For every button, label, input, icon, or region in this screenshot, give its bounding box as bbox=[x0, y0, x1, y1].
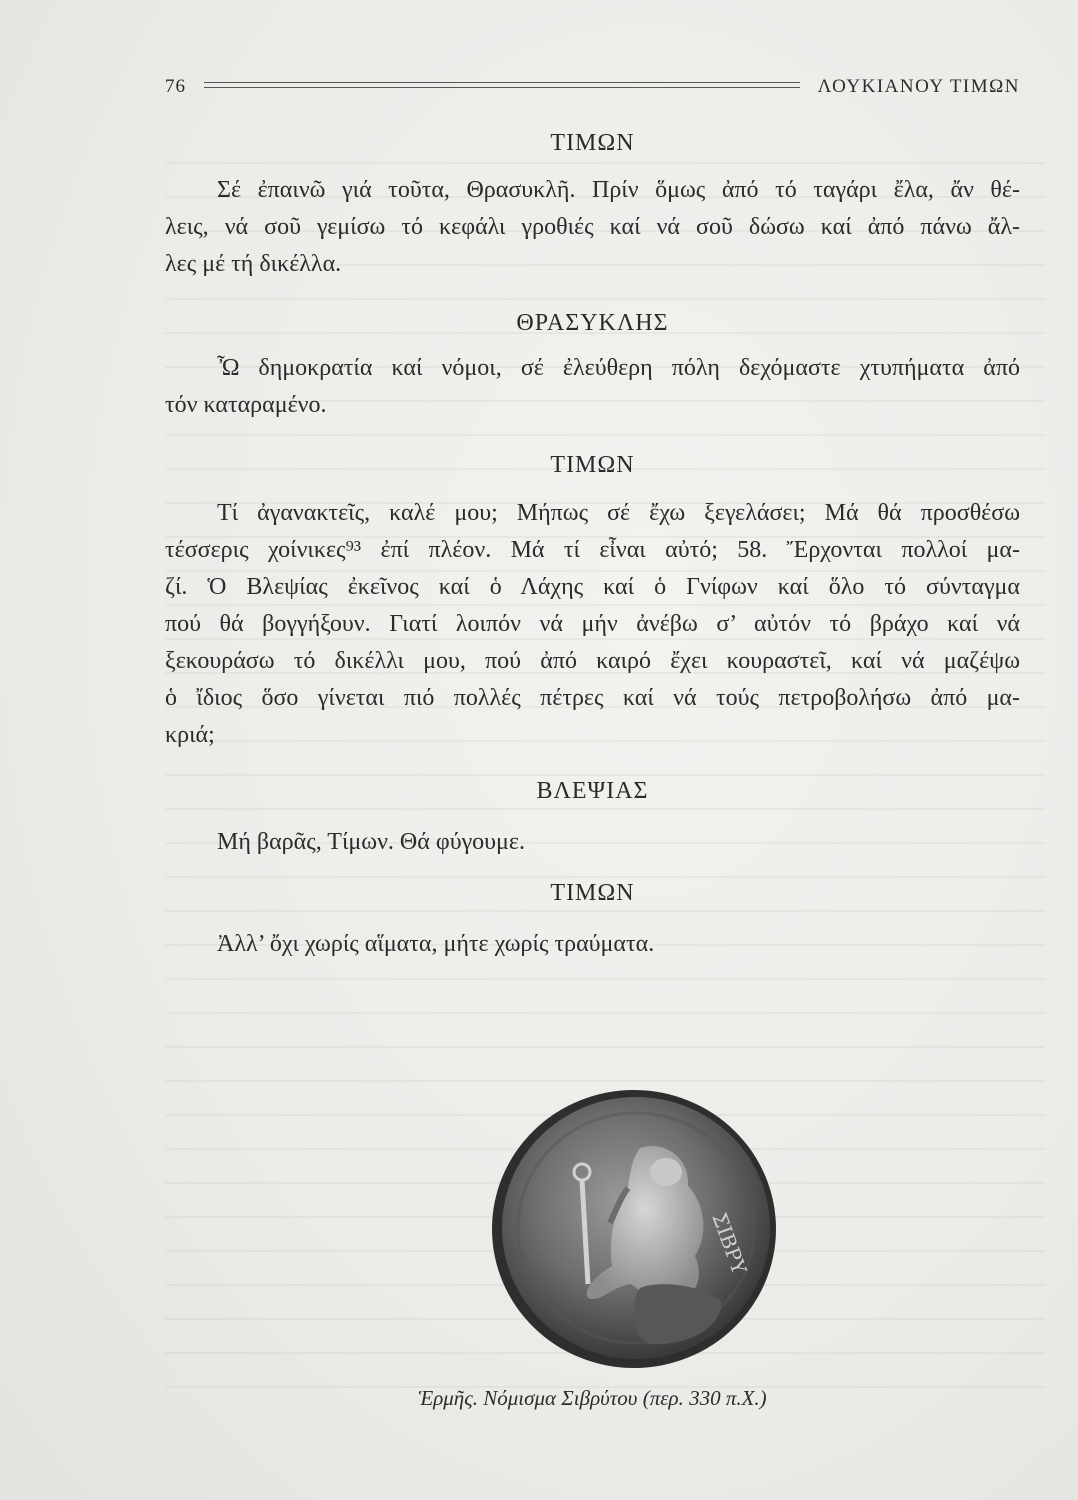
text-line: τόν καταραμένο. bbox=[165, 392, 327, 418]
text-line: Σέ ἐπαινῶ γιά τοῦτα, Θρασυκλῆ. Πρίν ὅμως ἀπό τό ταγάρι ἔλα, ἄν θέ- bbox=[217, 177, 1020, 203]
text-line: κριά; bbox=[165, 722, 215, 748]
dialogue-paragraph bbox=[165, 172, 1020, 283]
svg-text:ΣΙΒΡΥ: ΣΙΒΡΥ bbox=[707, 1209, 752, 1278]
running-title: ΛΟΥΚΙΑΝΟΥ ΤΙΜΩΝ bbox=[817, 76, 1020, 97]
dialogue-paragraph bbox=[165, 495, 1020, 754]
dialogue-paragraph bbox=[165, 926, 1020, 963]
speaker-heading: ΤΙΜΩΝ bbox=[550, 130, 635, 156]
hermes-coin-image bbox=[490, 1088, 778, 1370]
text-line: Ἀλλ’ ὄχι χωρίς αἵματα, μήτε χωρίς τραύματα. bbox=[217, 931, 655, 957]
text-line: λες μέ τή δικέλλα. bbox=[165, 251, 342, 277]
dialogue-paragraph bbox=[165, 350, 1020, 424]
running-header bbox=[165, 72, 1020, 102]
text-line: λεις, νά σοῦ γεμίσω τό κεφάλι γροθιές καί νά σοῦ δώσω καί ἀπό πάνω ἄλ- bbox=[165, 214, 1020, 240]
text-line: Μή βαρᾶς, Τίμων. Θά φύγουμε. bbox=[217, 829, 526, 855]
speaker-heading: ΒΛΕΨΙΑΣ bbox=[536, 778, 649, 804]
text-line: ξεκουράσω τό δικέλλι μου, πού ἀπό καιρό ἔχει κουραστεῖ, καί νά μαζέψω bbox=[165, 648, 1020, 674]
speaker-heading: ΘΡΑΣΥΚΛΗΣ bbox=[516, 310, 669, 336]
text-line: Ὦ δημοκρατία καί νόμοι, σέ ἐλεύθερη πόλη δεχόμαστε χτυπήματα ἀπό bbox=[217, 355, 1020, 381]
speaker-heading: ΤΙΜΩΝ bbox=[550, 880, 635, 906]
header-rule bbox=[204, 82, 800, 88]
dialogue-paragraph bbox=[165, 824, 1020, 861]
text-line: Τί ἀγανακτεῖς, καλέ μου; Μήπως σέ ἔχω ξεγελάσει; Μά θά προσθέσω bbox=[217, 500, 1020, 526]
speaker-heading: ΤΙΜΩΝ bbox=[550, 452, 635, 478]
text-line: πού θά βογγήξουν. Γιατί λοιπόν νά μήν ἀνέβω σ’ αὐτόν τό βράχο καί νά bbox=[165, 611, 1020, 637]
text-line: ζί. Ὁ Βλεψίας ἐκεῖνος καί ὁ Λάχης καί ὁ Γνίφων καί ὅλο τό σύνταγμα bbox=[165, 574, 1020, 600]
text-line: τέσσερις χοίνικες⁹³ ἐπί πλέον. Μά τί εἶναι αὐτό; 58. Ἔρχονται πολλοί μα- bbox=[165, 537, 1020, 563]
figure-caption: Ἑρμῆς. Νόμισμα Σιβρύτου (περ. 330 π.Χ.) bbox=[418, 1386, 767, 1410]
text-line: ὁ ἴδιος ὅσο γίνεται πιό πολλές πέτρες καί νά τούς πετροβολήσω ἀπό μα- bbox=[165, 685, 1020, 711]
page-number: 76 bbox=[165, 76, 186, 97]
